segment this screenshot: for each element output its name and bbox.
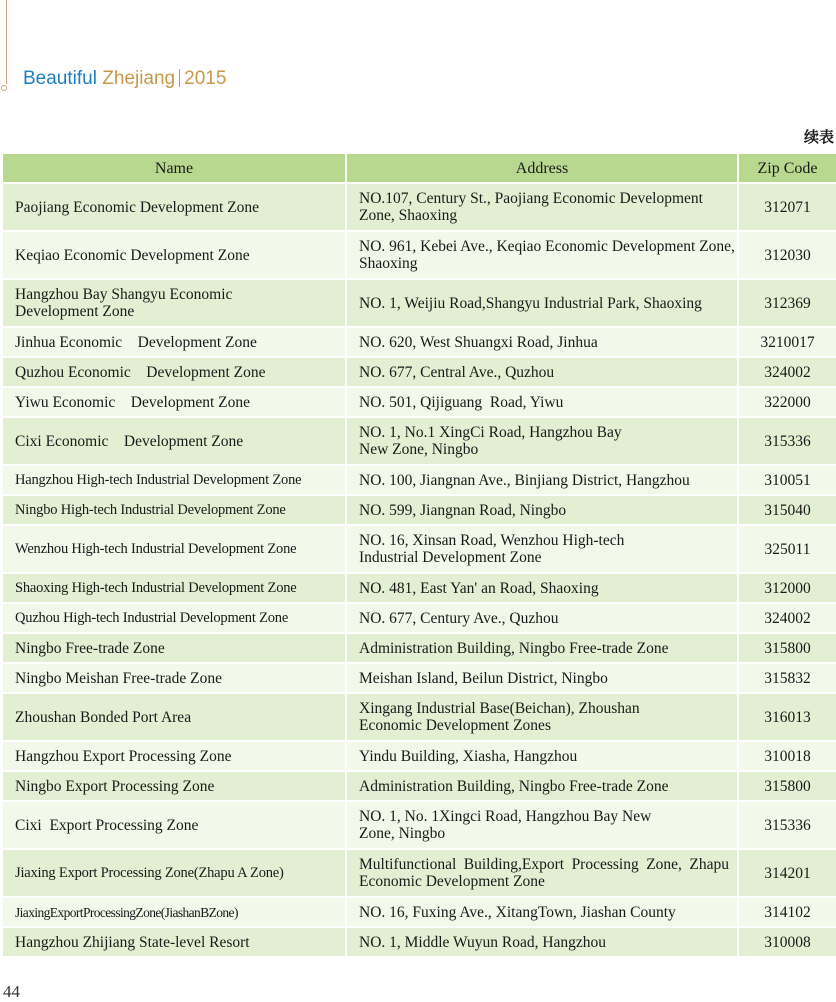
running-header xyxy=(23,68,226,90)
zone-name: Hangzhou High-tech Industrial Development Zone xyxy=(3,466,347,496)
zone-address: NO. 677, Century Ave., Quzhou xyxy=(347,604,739,634)
zone-address: NO. 599, Jiangnan Road, Ningbo xyxy=(347,496,739,526)
zone-name: Ningbo Meishan Free-trade Zone xyxy=(3,664,347,694)
zone-name: Hangzhou Bay Shangyu Economic Development Zone xyxy=(3,280,347,328)
zone-name: Yiwu Economic Development Zone xyxy=(3,388,347,418)
zone-address: Yindu Building, Xiasha, Hangzhou xyxy=(347,742,739,772)
zone-name: Paojiang Economic Development Zone xyxy=(3,184,347,232)
zone-zip: 310008 xyxy=(739,928,836,958)
header-word-beautiful: Beautiful xyxy=(23,68,97,89)
header-accent-rule xyxy=(6,0,7,84)
zone-address: NO. 1, No. 1Xingci Road, Hangzhou Bay New Zone, Ningbo xyxy=(347,802,739,850)
header-year: 2015 xyxy=(184,68,227,89)
zone-zip: 325011 xyxy=(739,526,836,574)
zone-name: Cixi Economic Development Zone xyxy=(3,418,347,466)
zone-name: Jinhua Economic Development Zone xyxy=(3,328,347,358)
column-header-address: Address xyxy=(347,154,739,184)
header-divider xyxy=(179,69,180,87)
zone-zip: 312071 xyxy=(739,184,836,232)
table-row xyxy=(3,850,836,898)
zone-address: Administration Building, Ningbo Free-trade Zone xyxy=(347,634,739,664)
zone-name: JiaxingExportProcessingZone(JiashanBZone) xyxy=(3,898,347,928)
zone-name: Jiaxing Export Processing Zone(Zhapu A Zone) xyxy=(3,850,347,898)
zone-zip: 310051 xyxy=(739,466,836,496)
zone-zip: 324002 xyxy=(739,604,836,634)
zone-name: Cixi Export Processing Zone xyxy=(3,802,347,850)
header-accent-dot xyxy=(1,85,7,91)
zone-zip: 315832 xyxy=(739,664,836,694)
table-row xyxy=(3,280,836,328)
table-row xyxy=(3,496,836,526)
zone-name: Keqiao Economic Development Zone xyxy=(3,232,347,280)
development-zones-table xyxy=(3,154,836,958)
zone-zip: 322000 xyxy=(739,388,836,418)
table-row xyxy=(3,526,836,574)
zone-address: NO. 481, East Yan' an Road, Shaoxing xyxy=(347,574,739,604)
table-row xyxy=(3,742,836,772)
zone-address: NO. 16, Xinsan Road, Wenzhou High-tech Industrial Development Zone xyxy=(347,526,739,574)
table-row xyxy=(3,184,836,232)
zone-name: Ningbo Export Processing Zone xyxy=(3,772,347,802)
table-row xyxy=(3,898,836,928)
table-row xyxy=(3,418,836,466)
zone-zip: 315800 xyxy=(739,634,836,664)
zone-name: Quzhou High-tech Industrial Development Zone xyxy=(3,604,347,634)
table-row xyxy=(3,466,836,496)
zone-zip: 310018 xyxy=(739,742,836,772)
zone-name: Ningbo High-tech Industrial Development Zone xyxy=(3,496,347,526)
zone-zip: 314201 xyxy=(739,850,836,898)
zone-zip: 312000 xyxy=(739,574,836,604)
zone-address: Xingang Industrial Base(Beichan), Zhoushan Economic Development Zones xyxy=(347,694,739,742)
zone-name: Shaoxing High-tech Industrial Development Zone xyxy=(3,574,347,604)
zone-address: Administration Building, Ningbo Free-trade Zone xyxy=(347,772,739,802)
page-number: 44 xyxy=(3,982,20,1001)
table-row xyxy=(3,772,836,802)
table-row xyxy=(3,358,836,388)
table-row xyxy=(3,232,836,280)
zone-address: NO. 1, No.1 XingCi Road, Hangzhou Bay New Zone, Ningbo xyxy=(347,418,739,466)
column-header-zip: Zip Code xyxy=(739,154,836,184)
zone-address: NO. 961, Kebei Ave., Keqiao Economic Development Zone, Shaoxing xyxy=(347,232,739,280)
zone-zip: 315040 xyxy=(739,496,836,526)
zone-zip: 312369 xyxy=(739,280,836,328)
zone-name: Zhoushan Bonded Port Area xyxy=(3,694,347,742)
zone-name: Wenzhou High-tech Industrial Development Zone xyxy=(3,526,347,574)
zone-zip: 315800 xyxy=(739,772,836,802)
zone-name: Ningbo Free-trade Zone xyxy=(3,634,347,664)
zone-address: NO.107, Century St., Paojiang Economic Development Zone, Shaoxing xyxy=(347,184,739,232)
zone-zip: 316013 xyxy=(739,694,836,742)
zone-address: NO. 1, Middle Wuyun Road, Hangzhou xyxy=(347,928,739,958)
header-word-zhejiang: Zhejiang xyxy=(102,68,176,89)
zone-address: NO. 1, Weijiu Road,Shangyu Industrial Park, Shaoxing xyxy=(347,280,739,328)
zone-name: Hangzhou Zhijiang State-level Resort xyxy=(3,928,347,958)
zone-zip: 324002 xyxy=(739,358,836,388)
table-header-row xyxy=(3,154,836,184)
zone-zip: 315336 xyxy=(739,418,836,466)
table-row xyxy=(3,664,836,694)
zone-address: NO. 620, West Shuangxi Road, Jinhua xyxy=(347,328,739,358)
column-header-name: Name xyxy=(3,154,347,184)
zone-address: Meishan Island, Beilun District, Ningbo xyxy=(347,664,739,694)
zone-address: NO. 501, Qijiguang Road, Yiwu xyxy=(347,388,739,418)
table-row xyxy=(3,328,836,358)
zone-name: Hangzhou Export Processing Zone xyxy=(3,742,347,772)
table-row xyxy=(3,928,836,958)
continued-label: 续表 xyxy=(803,128,834,146)
zone-address: NO. 677, Central Ave., Quzhou xyxy=(347,358,739,388)
zone-zip: 3210017 xyxy=(739,328,836,358)
table-row xyxy=(3,604,836,634)
table-row xyxy=(3,574,836,604)
table-row xyxy=(3,694,836,742)
zone-zip: 315336 xyxy=(739,802,836,850)
zone-address: NO. 16, Fuxing Ave., XitangTown, Jiashan County xyxy=(347,898,739,928)
zone-name: Quzhou Economic Development Zone xyxy=(3,358,347,388)
zone-address: NO. 100, Jiangnan Ave., Binjiang District, Hangzhou xyxy=(347,466,739,496)
zone-zip: 312030 xyxy=(739,232,836,280)
zone-zip: 314102 xyxy=(739,898,836,928)
table-row xyxy=(3,634,836,664)
table-row xyxy=(3,388,836,418)
zone-address: Multifunctional Building,Export Processing Zone, Zhapu Economic Development Zone xyxy=(347,850,739,898)
table-row xyxy=(3,802,836,850)
